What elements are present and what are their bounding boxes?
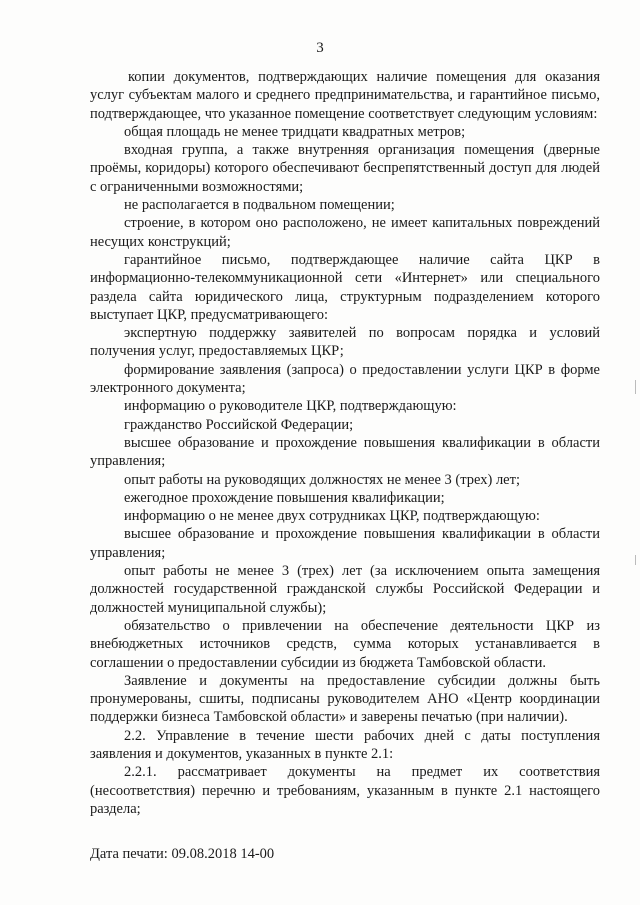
- paragraph: общая площадь не менее тридцати квадратных метров;: [124, 123, 466, 140]
- paragraph: гражданство Российской Федерации;: [124, 416, 354, 433]
- paragraph: формирование заявления (запроса) о предоставлении услуги ЦКР в форме электронного документа;: [90, 361, 600, 397]
- paragraph: 2.2.1. рассматривает документы на предмет их соответствия (несоответствия) перечню и требованиям, указанным в пункте 2.1 настоящего раздела;: [90, 764, 600, 817]
- paragraph: входная группа, а также внутренняя организация помещения (дверные проёмы, коридоры) которого обеспечивают беспрепятственный доступ для людей с ограниченными возможностями;: [90, 142, 600, 195]
- print-date-footer: Дата печати: 09.08.2018 14-00: [90, 846, 275, 862]
- paragraph: строение, в котором оно расположено, не имеет капитальных повреждений несущих конструкций;: [90, 215, 600, 250]
- paragraph: 2.2. Управление в течение шести рабочих дней с даты поступления заявления и документов, указанных в пункте 2.1:: [90, 727, 600, 762]
- paragraph: Заявление и документы на предоставление субсидии должны быть пронумерованы, сшиты, подписаны руководителем АНО «Центр координации поддержки бизнеса Тамбовской области» и заверены печатью (при наличии).: [90, 672, 600, 726]
- scan-edge-mark: [635, 380, 636, 394]
- paragraph: высшее образование и прохождение повышения квалификации в области управления;: [90, 434, 600, 470]
- paragraph: информацию о руководителе ЦКР, подтверждающую:: [124, 398, 457, 415]
- paragraph: гарантийное письмо, подтверждающее наличие сайта ЦКР в информационно-телекоммуникационной сети «Интернет» или специального раздела сайта юридического лица, структурным подразделением которого выступает ЦКР, предусматривающего:: [90, 251, 600, 323]
- paragraph: информацию о не менее двух сотрудниках ЦКР, подтверждающую:: [124, 508, 540, 525]
- page-number: 3: [316, 40, 324, 56]
- paragraph: экспертную поддержку заявителей по вопросам порядка и условий получения услуг, предоставляемых ЦКР;: [90, 325, 600, 360]
- paragraph: опыт работы не менее 3 (трех) лет (за исключением опыта замещения должностей государственной гражданской службы Российской Федерации и должностей муниципальной службы);: [90, 563, 600, 616]
- paragraph: высшее образование и прохождение повышения квалификации в области управления;: [90, 526, 600, 561]
- paragraph: обязательство о привлечении на обеспечение деятельности ЦКР из внебюджетных источников средств, сумма которых устанавливается в соглашении о предоставлении субсидии из бюджета Тамбовской области.: [90, 617, 600, 671]
- paragraph: копии документов, подтверждающих наличие помещения для оказания услуг субъектам малого и среднего предпринимательства, и гарантийное письмо, подтверждающее, что указанное помещение соответствует следующим условиям:: [90, 69, 600, 122]
- document-body: [90, 68, 600, 818]
- paragraph: не располагается в подвальном помещении;: [124, 197, 395, 214]
- scan-edge-mark: [635, 555, 636, 565]
- paragraph: ежегодное прохождение повышения квалификации;: [124, 489, 445, 506]
- paragraph: опыт работы на руководящих должностях не менее 3 (трех) лет;: [124, 471, 520, 488]
